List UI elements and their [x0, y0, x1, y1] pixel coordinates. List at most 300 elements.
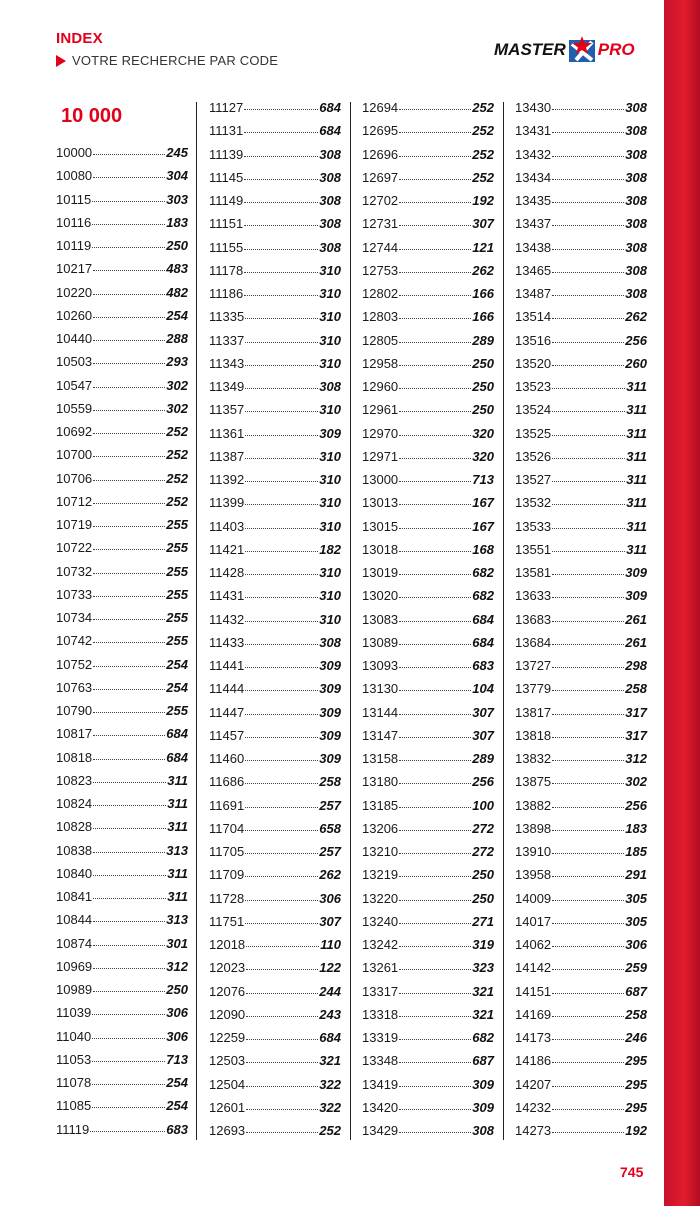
index-row: [515, 170, 647, 193]
dot-leader: [244, 179, 318, 180]
page-reference: 309: [625, 565, 647, 580]
dot-leader: [245, 737, 318, 738]
product-code: 10220: [56, 284, 93, 300]
index-row: [209, 1007, 341, 1030]
product-code: 10844: [56, 912, 93, 928]
product-code: 13317: [362, 983, 399, 999]
product-code: 10706: [56, 470, 93, 486]
dot-leader: [244, 132, 318, 133]
dot-leader: [245, 551, 318, 552]
page-reference: 713: [472, 472, 494, 487]
product-code: 13524: [515, 402, 552, 418]
dot-leader: [552, 807, 624, 808]
page-reference: 302: [166, 377, 188, 393]
page-reference: 687: [472, 1053, 494, 1069]
page-reference: 254: [166, 679, 188, 695]
page-reference: 166: [472, 286, 494, 301]
dot-leader: [552, 481, 625, 482]
product-code: 11053: [56, 1051, 92, 1067]
index-row: [209, 960, 341, 983]
dot-leader: [245, 900, 318, 901]
page-reference: 308: [472, 1123, 494, 1138]
page-reference: 320: [472, 448, 494, 464]
page-reference: 289: [472, 751, 494, 766]
page-reference: 311: [167, 796, 188, 811]
page-reference: 250: [472, 867, 494, 883]
product-code: 11709: [209, 867, 245, 883]
page-reference: 310: [319, 472, 341, 487]
page-reference: 166: [472, 309, 494, 325]
product-code: 11704: [209, 820, 245, 836]
product-code: 12695: [362, 123, 399, 139]
dot-leader: [399, 853, 471, 854]
product-code: 10503: [56, 354, 93, 370]
index-row: [56, 912, 188, 935]
dot-leader: [93, 317, 165, 318]
dot-leader: [245, 830, 318, 831]
index-row: [362, 681, 494, 704]
index-row: [209, 123, 341, 146]
dot-leader: [552, 202, 624, 203]
dot-leader: [93, 666, 165, 667]
index-row: [515, 821, 647, 844]
product-code: 13487: [515, 286, 552, 301]
page-reference: 168: [472, 541, 494, 557]
product-code: 10742: [56, 633, 93, 649]
dot-leader: [399, 156, 471, 157]
product-code: 12694: [362, 100, 399, 115]
product-code: 10080: [56, 168, 93, 184]
page-reference: 321: [472, 983, 494, 999]
product-code: 12971: [362, 448, 399, 464]
index-row: [209, 379, 341, 402]
index-row: [209, 495, 341, 518]
dot-leader: [246, 1132, 318, 1133]
dot-leader: [245, 365, 318, 366]
dot-leader: [552, 853, 624, 854]
dot-leader: [92, 1107, 165, 1108]
page-reference: 311: [626, 472, 647, 487]
product-code: 13240: [362, 913, 399, 929]
index-row: [56, 424, 188, 447]
page-reference: 250: [166, 238, 188, 253]
index-row: [515, 565, 647, 588]
index-row: [515, 240, 647, 263]
page-reference: 309: [625, 588, 647, 604]
page-reference: 713: [166, 1051, 188, 1067]
product-code: 10692: [56, 424, 93, 439]
dot-leader: [399, 249, 471, 250]
index-row: [515, 263, 647, 286]
product-code: 10969: [56, 958, 93, 974]
product-code: 13525: [515, 425, 552, 441]
page-reference: 311: [626, 379, 647, 394]
dot-leader: [552, 458, 625, 459]
dot-leader: [93, 340, 165, 341]
dot-leader: [93, 270, 165, 271]
product-code: 10823: [56, 772, 93, 788]
index-row: [362, 193, 494, 216]
dot-leader: [93, 154, 165, 155]
dot-leader: [399, 202, 471, 203]
product-code: 11078: [56, 1075, 92, 1090]
section-heading: 10 000: [61, 105, 123, 127]
dot-leader: [552, 109, 624, 110]
column-divider: [196, 102, 197, 1140]
dot-leader: [552, 504, 625, 505]
page-reference: 312: [166, 958, 188, 974]
page-reference: 185: [625, 844, 647, 859]
page-reference: 309: [319, 681, 341, 697]
page-reference: 310: [319, 611, 341, 627]
dot-leader: [399, 876, 471, 877]
product-code: 12744: [362, 239, 399, 255]
index-row: [362, 774, 494, 797]
product-code: 13000: [362, 472, 399, 487]
page-reference: 295: [625, 1099, 647, 1115]
index-row: [209, 867, 341, 890]
product-code: 10000: [56, 145, 93, 160]
dot-leader: [552, 528, 625, 529]
index-row: [209, 1053, 341, 1076]
dot-leader: [552, 714, 624, 715]
page-reference: 304: [166, 168, 188, 184]
index-row: [209, 170, 341, 193]
product-code: 13516: [515, 332, 552, 348]
dot-leader: [93, 456, 165, 457]
index-row: [209, 984, 341, 1007]
page-reference: 684: [472, 611, 494, 627]
index-row: [362, 891, 494, 914]
product-code: 11441: [209, 658, 245, 673]
index-row: [209, 193, 341, 216]
index-row: [362, 867, 494, 890]
dot-leader: [93, 549, 165, 550]
page-reference: 305: [625, 890, 647, 906]
page-reference: 256: [625, 797, 647, 813]
product-code: 12805: [362, 332, 399, 348]
dot-leader: [552, 737, 624, 738]
dot-leader: [245, 853, 318, 854]
product-code: 13180: [362, 774, 399, 790]
page-reference: 293: [166, 354, 188, 370]
product-code: 11751: [209, 913, 245, 929]
index-row: [515, 356, 647, 379]
product-code: 13779: [515, 681, 552, 697]
product-code: 11421: [209, 541, 245, 557]
dot-leader: [552, 295, 624, 296]
dot-leader: [93, 805, 166, 806]
index-row: [515, 495, 647, 518]
product-code: 11131: [209, 123, 244, 139]
page-reference: 305: [625, 913, 647, 929]
index-row: [56, 331, 188, 354]
dot-leader: [552, 876, 624, 877]
index-row: [209, 147, 341, 170]
product-code: 10763: [56, 679, 93, 695]
dot-leader: [552, 830, 624, 831]
index-row: [209, 728, 341, 751]
page-reference: 252: [472, 100, 494, 115]
page-reference: 308: [625, 123, 647, 139]
page-reference: 122: [319, 960, 341, 976]
index-row: [56, 703, 188, 726]
page-reference: 684: [319, 1030, 341, 1045]
page-reference: 306: [319, 890, 341, 906]
dot-leader: [399, 597, 471, 598]
dot-leader: [552, 225, 624, 226]
page-reference: 311: [167, 772, 188, 788]
page-reference: 307: [319, 913, 341, 929]
index-row: [56, 401, 188, 424]
product-code: 10734: [56, 610, 93, 625]
logo-star-icon: [568, 36, 596, 64]
page-reference: 306: [166, 1028, 188, 1044]
dot-leader: [93, 503, 165, 504]
dot-leader: [552, 411, 625, 412]
page-reference: 192: [472, 193, 494, 208]
index-row: [56, 354, 188, 377]
product-code: 10440: [56, 331, 93, 346]
index-row: [56, 494, 188, 517]
page-reference: 255: [166, 563, 188, 579]
product-code: 11447: [209, 704, 245, 720]
page-reference: 309: [319, 704, 341, 720]
dot-leader: [93, 294, 165, 295]
product-code: 10733: [56, 586, 93, 602]
dot-leader: [552, 272, 624, 273]
product-code: 14173: [515, 1030, 552, 1045]
index-row: [515, 216, 647, 239]
dot-leader: [245, 621, 318, 622]
product-code: 12503: [209, 1053, 246, 1069]
index-row: [362, 379, 494, 402]
dot-leader: [245, 597, 318, 598]
page-reference: 307: [472, 727, 494, 743]
page-reference: 298: [625, 658, 647, 673]
index-row: [515, 774, 647, 797]
product-code: 13219: [362, 867, 399, 883]
page-reference: 311: [167, 889, 188, 904]
product-code: 13089: [362, 634, 399, 650]
dot-leader: [246, 1039, 318, 1040]
dot-leader: [93, 782, 166, 783]
page-reference: 252: [472, 123, 494, 139]
page-reference: 289: [472, 332, 494, 348]
page-reference: 308: [319, 216, 341, 232]
page-reference: 262: [625, 309, 647, 325]
index-row: [362, 984, 494, 1007]
column-divider: [350, 102, 351, 1140]
product-code: 13910: [515, 844, 552, 859]
product-code: 13158: [362, 751, 399, 766]
product-code: 11145: [209, 169, 244, 185]
product-code: 10732: [56, 563, 93, 579]
page-reference: 308: [625, 216, 647, 232]
product-code: 13206: [362, 820, 399, 836]
page-reference: 257: [319, 797, 341, 813]
page-reference: 261: [625, 634, 647, 650]
index-row: [362, 100, 494, 123]
index-row: [362, 356, 494, 379]
page-reference: 483: [166, 261, 188, 277]
page-reference: 323: [472, 960, 494, 976]
page-reference: 255: [166, 517, 188, 532]
dot-leader: [399, 969, 471, 970]
page-number: 745: [620, 1164, 644, 1180]
page-reference: 245: [166, 145, 188, 160]
product-code: 13318: [362, 1006, 399, 1022]
page-reference: 246: [625, 1030, 647, 1045]
product-code: 11139: [209, 146, 244, 162]
dot-leader: [93, 573, 165, 574]
page-reference: 302: [625, 774, 647, 790]
product-code: 10217: [56, 261, 93, 277]
index-row: [515, 333, 647, 356]
index-row: [56, 843, 188, 866]
index-row: [362, 309, 494, 332]
product-code: 13348: [362, 1053, 399, 1069]
dot-leader: [552, 760, 624, 761]
index-row: [209, 1030, 341, 1053]
logo-master-text: MASTER: [494, 40, 566, 59]
product-code: 13684: [515, 634, 552, 650]
page-reference: 682: [472, 1030, 494, 1045]
index-row: [515, 519, 647, 542]
index-row: [56, 982, 188, 1005]
side-color-band: [664, 0, 700, 1206]
page-reference: 252: [472, 146, 494, 162]
product-code: 13210: [362, 844, 399, 859]
page-reference: 272: [472, 820, 494, 836]
masterpro-logo: [494, 36, 635, 64]
dot-leader: [552, 1109, 624, 1110]
product-code: 11040: [56, 1028, 92, 1044]
page-reference: 310: [319, 518, 341, 534]
page-reference: 310: [319, 495, 341, 511]
index-row: [362, 612, 494, 635]
page-reference: 683: [472, 658, 494, 673]
index-row: [209, 612, 341, 635]
product-code: 13018: [362, 541, 399, 557]
dot-leader: [399, 783, 471, 784]
product-code: 10824: [56, 796, 93, 811]
page-reference: 684: [166, 726, 188, 742]
product-code: 12961: [362, 402, 399, 418]
dot-leader: [399, 1016, 471, 1017]
product-code: 13882: [515, 797, 552, 813]
product-code: 13435: [515, 193, 552, 208]
dot-leader: [552, 1132, 624, 1133]
dot-leader: [552, 667, 624, 668]
product-code: 12803: [362, 309, 399, 325]
page-reference: 272: [472, 844, 494, 859]
index-row: [515, 984, 647, 1007]
page-reference: 182: [319, 541, 341, 557]
index-row: [56, 959, 188, 982]
page-reference: 255: [166, 703, 188, 718]
product-code: 10828: [56, 819, 93, 835]
product-code: 13420: [362, 1099, 399, 1115]
dot-leader: [399, 1132, 471, 1133]
page-reference: 306: [166, 1005, 188, 1021]
product-code: 12702: [362, 193, 399, 208]
page-reference: 250: [472, 355, 494, 371]
index-row: [56, 192, 188, 215]
product-code: 10547: [56, 377, 93, 393]
product-code: 12753: [362, 262, 399, 278]
page-reference: 252: [166, 447, 188, 463]
product-code: 13437: [515, 216, 552, 232]
dot-leader: [245, 411, 318, 412]
index-row: [209, 891, 341, 914]
product-code: 12697: [362, 169, 399, 185]
page-reference: 257: [319, 844, 341, 859]
index-row: [56, 1075, 188, 1098]
index-row: [362, 1030, 494, 1053]
page-reference: 308: [319, 379, 341, 394]
page-reference: 311: [626, 448, 647, 464]
index-row: [362, 286, 494, 309]
page-reference: 658: [319, 820, 341, 836]
page-reference: 309: [319, 751, 341, 766]
page-reference: 250: [472, 402, 494, 418]
page-reference: 295: [625, 1053, 647, 1069]
index-row: [362, 565, 494, 588]
dot-leader: [552, 1016, 624, 1017]
index-row: [362, 263, 494, 286]
dot-leader: [552, 621, 624, 622]
page-reference: 321: [472, 1006, 494, 1022]
page-reference: 311: [167, 865, 188, 881]
index-row: [56, 378, 188, 401]
index-row: [515, 588, 647, 611]
dot-leader: [246, 1086, 318, 1087]
product-code: 11127: [209, 100, 244, 115]
index-row: [56, 145, 188, 168]
page-reference: 252: [166, 470, 188, 486]
page-reference: 104: [472, 681, 494, 697]
product-code: 13319: [362, 1030, 399, 1045]
index-row: [56, 610, 188, 633]
dot-leader: [92, 247, 165, 248]
page-reference: 250: [472, 379, 494, 394]
index-row: [209, 216, 341, 239]
index-row: [515, 728, 647, 751]
index-row: [515, 1100, 647, 1123]
page-reference: 309: [319, 658, 341, 673]
page-reference: 308: [319, 634, 341, 650]
dot-leader: [399, 435, 471, 436]
page-reference: 255: [166, 586, 188, 602]
dot-leader: [92, 224, 165, 225]
page-reference: 309: [319, 425, 341, 441]
dot-leader: [399, 411, 471, 412]
dot-leader: [399, 946, 471, 947]
product-code: 14232: [515, 1099, 552, 1115]
dot-leader: [399, 830, 471, 831]
page-reference: 243: [319, 1006, 341, 1022]
index-row: [209, 844, 341, 867]
index-row: [515, 1077, 647, 1100]
product-code: 11457: [209, 727, 245, 743]
page-reference: 271: [472, 913, 494, 929]
index-row: [56, 308, 188, 331]
product-code: 11335: [209, 309, 245, 325]
product-code: 13019: [362, 565, 399, 580]
page-reference: 308: [625, 146, 647, 162]
index-row: [515, 472, 647, 495]
